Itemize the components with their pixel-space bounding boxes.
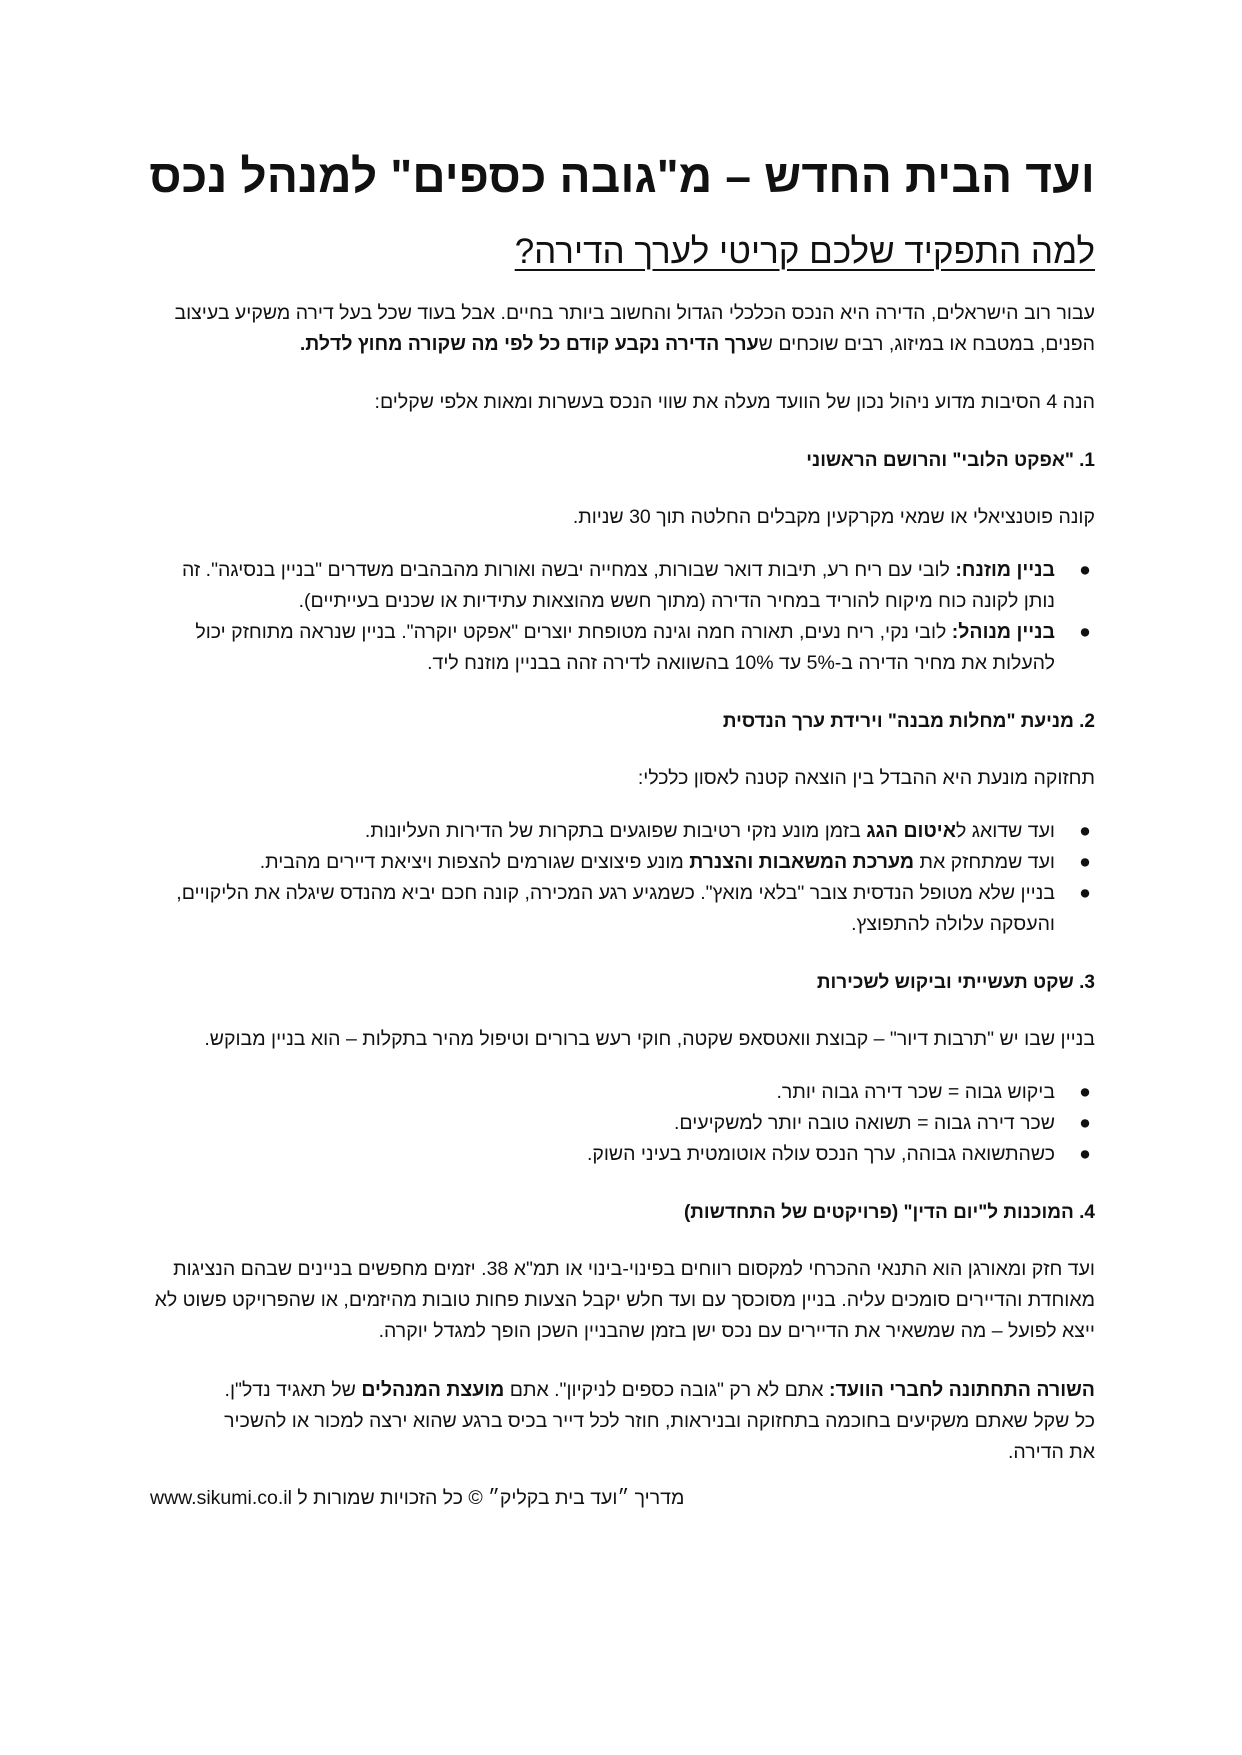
section-2-paragraph: תחזוקה מונעת היא ההבדל בין הוצאה קטנה לאסון כלכלי: xyxy=(637,767,1095,790)
bottom-line-paragraph xyxy=(215,1375,1095,1468)
list-item xyxy=(150,878,1095,940)
list-item-text: שכר דירה גבוה = תשואה טובה יותר למשקיעים. xyxy=(673,1112,1055,1135)
section-1-paragraph: קונה פוטנציאלי או שמאי מקרקעין מקבלים החלטה תוך 30 שניות. xyxy=(572,506,1095,529)
list-item-pre: ועד שמתחזק את xyxy=(914,851,1055,874)
intro-paragraph xyxy=(150,298,1095,360)
bottom-line-bold-2: מועצת המנהלים xyxy=(361,1379,505,1402)
list-item-text: בזמן מונע נזקי רטיבות שפוגעים בתקרות של הדירות העליונות. xyxy=(364,820,867,843)
list-item-pre: ועד שדואג ל xyxy=(956,820,1055,843)
list-item xyxy=(150,816,1095,847)
list-item-text: לובי נקי, ריח נעים, תאורה חמה וגינה מטופחת יוצרים "אפקט יוקרה". בניין שנראה מתוחזק יכול להעלות את מחיר הדירה ב-5% עד 10% בהשוואה לדירה זהה בבניין מוזנח ליד. xyxy=(195,621,1055,675)
list-item xyxy=(150,1108,1095,1139)
section-4-title: 4. המוכנות ל"יום הדין" (פרויקטים של התחדשות) xyxy=(683,1202,1095,1224)
list-item xyxy=(150,617,1095,679)
page-footer xyxy=(150,1484,750,1512)
bullet-icon: ● xyxy=(1079,851,1091,874)
bottom-line-bold-1: השורה התחתונה לחברי הוועד: xyxy=(828,1379,1095,1402)
footer-url: www.sikumi.co.il xyxy=(150,1487,292,1509)
bullet-icon: ● xyxy=(1079,1112,1091,1135)
list-item-bold: בניין מנוהל: xyxy=(951,621,1055,644)
bottom-line-text-1: אתם לא רק "גובה כספים לניקיון". אתם xyxy=(504,1379,829,1402)
section-3-title: 3. שקט תעשייתי וביקוש לשכירות xyxy=(816,972,1095,994)
bullet-icon: ● xyxy=(1079,882,1091,905)
list-item-bold: מערכת המשאבות והצנרת xyxy=(689,851,915,874)
list-item xyxy=(150,555,1095,617)
section-1-title: 1. "אפקט הלובי" והרושם הראשוני xyxy=(806,450,1095,472)
list-item-text: בניין שלא מטופל הנדסית צובר "בלאי מואץ". כשמגיע רגע המכירה, קונה חכם יביא מהנדס שיגלה את הליקויים, והעסקה עלולה להתפוצץ. xyxy=(176,882,1055,936)
page-title: ועד הבית החדש – מ"גובה כספים" למנהל נכס xyxy=(149,150,1095,202)
section-4-paragraph: ועד חזק ומאורגן הוא התנאי ההכרחי למקסום רווחים בפינוי-בינוי או תמ"א 38. יזמים מחפשים בניינים שבהם הנציגות מאוחדת והדיירים סומכים עליה. בניין מסוכסך עם ועד חלש יקבל הצעות פחות טובות מהיזמים, או שהפרויקט פשוט לא ייצא לפועל – מה שמשאיר את הדיירים עם נכס ישן בזמן שהבניין השכן הופך למגדל יוקרה. xyxy=(154,1258,1095,1343)
intro-text: עבור רוב הישראלים, הדירה היא הנכס הכלכלי הגדול והחשוב ביותר בחיים. אבל בעוד שכל בעל דירה משקיע בעיצוב הפנים, במטבח או במיזוג, רבים שוכחים ש xyxy=(174,302,1095,356)
list-item-text: כשהתשואה גבוהה, ערך הנכס עולה אוטומטית בעיני השוק. xyxy=(586,1143,1055,1166)
section-1-list xyxy=(150,555,1095,679)
list-item-bold: בניין מוזנח: xyxy=(955,559,1055,582)
list-item-bold: איטום הגג xyxy=(866,820,956,843)
bullet-icon: ● xyxy=(1079,1081,1091,1104)
list-item xyxy=(150,1077,1095,1108)
bullet-icon: ● xyxy=(1079,1143,1091,1166)
page-subtitle: למה התפקיד שלכם קריטי לערך הדירה? xyxy=(514,231,1095,271)
section-2-list xyxy=(150,816,1095,940)
list-item xyxy=(150,847,1095,878)
footer-credit: מדריך ״ועד בית בקליק״ © כל הזכויות שמורות ל xyxy=(297,1487,685,1509)
section-3-list xyxy=(150,1077,1095,1170)
list-item-text: ביקוש גבוה = שכר דירה גבוה יותר. xyxy=(776,1081,1055,1104)
section-2-title: 2. מניעת "מחלות מבנה" וירידת ערך הנדסית xyxy=(722,711,1095,733)
bottom-line-text-2: של תאגיד נדל"ן. כל שקל שאתם משקיעים בחוכמה בתחזוקה ובניראות, חוזר לכל דייר בכיס ברגע שהוא ירצה למכור או להשכיר את הדירה. xyxy=(224,1379,1095,1464)
section-3-paragraph: בניין שבו יש "תרבות דיור" – קבוצת וואטסאפ שקטה, חוקי רעש ברורים וטיפול מהיר בתקלות – הוא בניין מבוקש. xyxy=(204,1028,1095,1051)
intro-bold: ערך הדירה נקבע קודם כל לפי מה שקורה מחוץ לדלת. xyxy=(299,333,759,356)
bullet-icon: ● xyxy=(1079,621,1091,644)
document-page xyxy=(150,150,1095,1468)
lead-paragraph: הנה 4 הסיבות מדוע ניהול נכון של הוועד מעלה את שווי הנכס בעשרות ומאות אלפי שקלים: xyxy=(374,391,1095,414)
list-item-text: מונע פיצוצים שגורמים להצפות ויציאת דיירים מהבית. xyxy=(259,851,690,874)
bullet-icon: ● xyxy=(1079,559,1091,582)
list-item-text: לובי עם ריח רע, תיבות דואר שבורות, צמחייה יבשה ואורות מהבהבים משדרים "בניין בנסיגה". זה נותן לקונה כוח מיקוח להוריד במחיר הדירה (מתוך חשש מהוצאות עתידיות או שכנים בעייתיים). xyxy=(181,559,1055,613)
bullet-icon: ● xyxy=(1079,820,1091,843)
list-item xyxy=(150,1139,1095,1170)
